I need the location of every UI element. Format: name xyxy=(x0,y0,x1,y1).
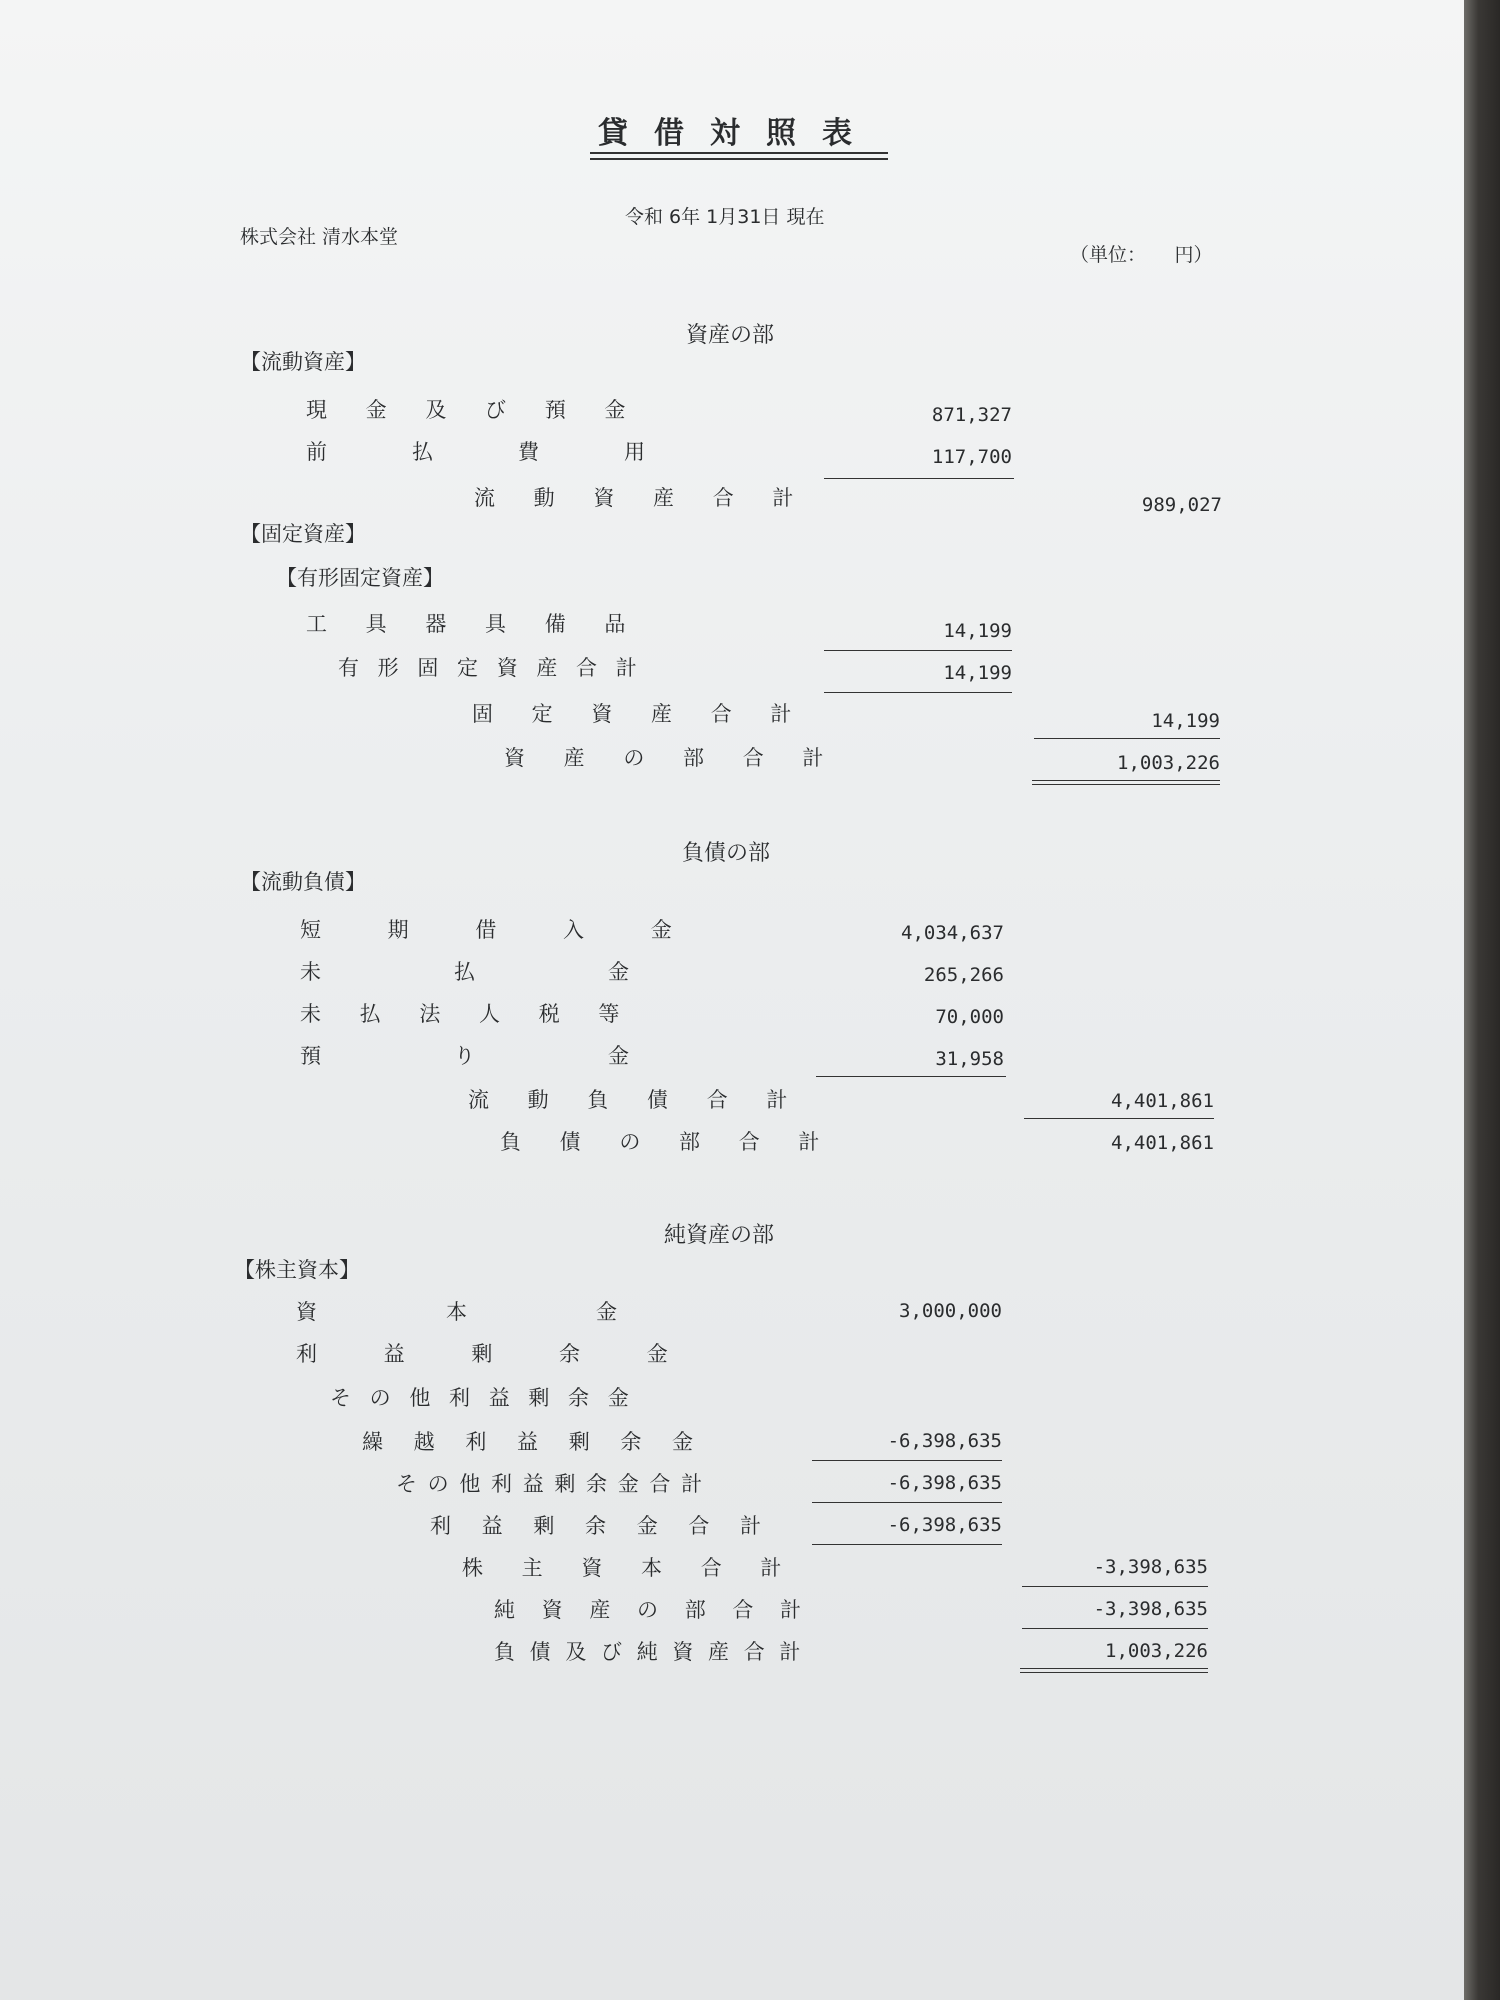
shareholders-equity-heading: 【株主資本】 xyxy=(234,1258,360,1282)
unit-note: （単位： 円） xyxy=(1070,244,1213,266)
desk-background xyxy=(1464,0,1500,2000)
deposits-value: 31,958 xyxy=(935,1048,1004,1070)
capital-label: 資 本 金 xyxy=(296,1300,671,1324)
other-retained-total-label: そ の 他 利 益 剰 余 金 合 計 xyxy=(396,1472,705,1496)
current-liabilities-total-label: 流 動 負 債 合 計 xyxy=(468,1088,804,1112)
equipment-label: 工 具 器 具 備 品 xyxy=(306,612,642,636)
equity-total-value: -3,398,635 xyxy=(1093,1556,1208,1578)
net-assets-total-label: 純 資 産 の 部 合 計 xyxy=(494,1598,812,1622)
net-assets-total-rule xyxy=(1022,1628,1208,1629)
current-liabilities-subtotal-rule xyxy=(816,1076,1006,1077)
fixed-assets-heading: 【固定資産】 xyxy=(240,522,366,546)
retained-total-rule xyxy=(812,1544,1002,1545)
equity-total-rule xyxy=(1022,1586,1208,1587)
deposits-label: 預 り 金 xyxy=(300,1044,685,1068)
retained-total-label: 利 益 剰 余 金 合 計 xyxy=(430,1514,774,1538)
retained-earnings-label: 利 益 剰 余 金 xyxy=(296,1342,698,1366)
document-title: 貸借対照表 xyxy=(598,116,878,151)
fixed-assets-total-label: 固 定 資 産 合 計 xyxy=(472,702,808,726)
assets-total-value: 1,003,226 xyxy=(1117,752,1220,774)
equipment-value: 14,199 xyxy=(943,620,1012,642)
report-date: 令和 6年 1月31日 現在 xyxy=(625,206,825,228)
prepaid-label: 前 払 費 用 xyxy=(306,440,677,464)
company-name: 株式会社 清水本堂 xyxy=(240,226,399,248)
assets-total-label: 資 産 の 部 合 計 xyxy=(504,746,840,770)
capital-value: 3,000,000 xyxy=(899,1300,1002,1322)
carried-forward-rule xyxy=(812,1460,1002,1461)
accounts-payable-value: 265,266 xyxy=(923,964,1004,986)
current-liabilities-heading: 【流動負債】 xyxy=(240,870,366,894)
equipment-rule xyxy=(824,650,1012,651)
net-assets-heading: 純資産の部 xyxy=(664,1223,775,1248)
carried-forward-value: -6,398,635 xyxy=(887,1430,1002,1452)
other-retained-total-rule xyxy=(812,1502,1002,1503)
current-assets-total-value: 989,027 xyxy=(1141,494,1222,516)
grand-total-value: 1,003,226 xyxy=(1105,1640,1208,1662)
other-retained-total-value: -6,398,635 xyxy=(887,1472,1002,1494)
liabilities-total-value: 4,401,861 xyxy=(1111,1132,1214,1154)
tangible-total-label: 有 形 固 定 資 産 合 計 xyxy=(338,656,643,680)
fixed-assets-total-value: 14,199 xyxy=(1151,710,1220,732)
current-liabilities-total-rule xyxy=(1024,1118,1214,1119)
other-retained-label: そ の 他 利 益 剰 余 金 xyxy=(330,1386,635,1410)
assets-total-double-rule xyxy=(1032,780,1220,785)
retained-total-value: -6,398,635 xyxy=(887,1514,1002,1536)
current-liabilities-total-value: 4,401,861 xyxy=(1111,1090,1214,1112)
cash-label: 現 金 及 び 預 金 xyxy=(306,398,642,422)
taxes-payable-label: 未 払 法 人 税 等 xyxy=(300,1002,636,1026)
tangible-total-rule xyxy=(824,692,1012,693)
tangible-total-value: 14,199 xyxy=(943,662,1012,684)
title-underline xyxy=(590,152,888,160)
net-assets-total-value: -3,398,635 xyxy=(1093,1598,1208,1620)
grand-total-label: 負 債 及 び 純 資 産 合 計 xyxy=(494,1640,805,1664)
tangible-fixed-assets-heading: 【有形固定資産】 xyxy=(276,566,444,590)
short-loans-label: 短 期 借 入 金 xyxy=(300,918,702,942)
liabilities-total-label: 負 債 の 部 合 計 xyxy=(500,1130,836,1154)
current-assets-subtotal-rule xyxy=(824,478,1014,479)
cash-value: 871,327 xyxy=(931,404,1012,426)
short-loans-value: 4,034,637 xyxy=(901,922,1004,944)
liabilities-heading: 負債の部 xyxy=(682,841,771,866)
current-assets-heading: 【流動資産】 xyxy=(240,350,366,374)
accounts-payable-label: 未 払 金 xyxy=(300,960,685,984)
taxes-payable-value: 70,000 xyxy=(935,1006,1004,1028)
equity-total-label: 株 主 資 本 合 計 xyxy=(462,1556,798,1580)
current-assets-total-label: 流 動 資 産 合 計 xyxy=(474,486,810,510)
assets-heading: 資産の部 xyxy=(686,323,775,348)
prepaid-value: 117,700 xyxy=(931,446,1012,468)
fixed-assets-total-rule xyxy=(1034,738,1220,739)
carried-forward-label: 繰 越 利 益 剰 余 金 xyxy=(362,1430,706,1454)
grand-total-double-rule xyxy=(1020,1668,1208,1673)
